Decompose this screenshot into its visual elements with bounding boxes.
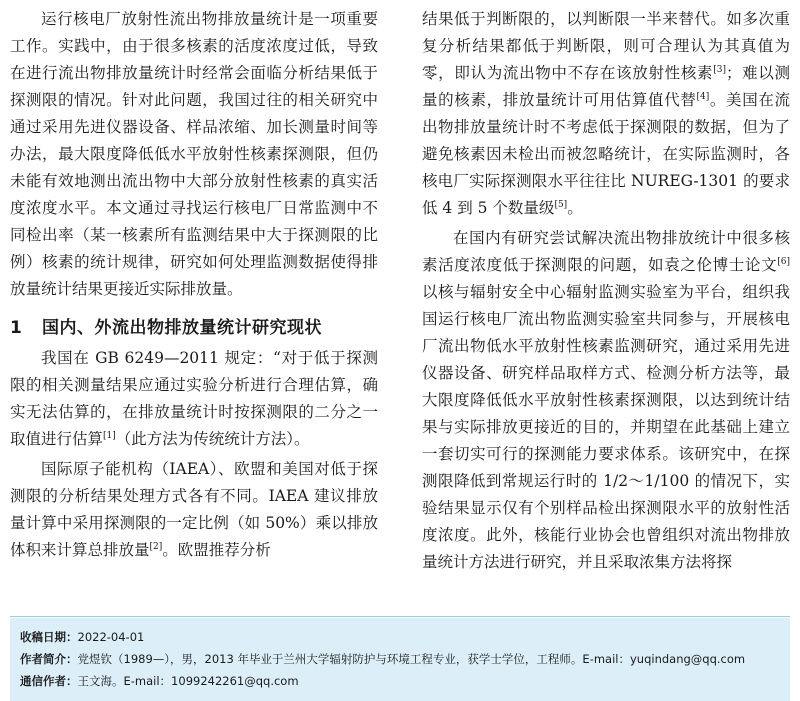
gb-text: 我国在 GB 6249—2011 规定：“对于低于探测限的相关测量结果应通过实验分析进行合理估算，确实无法估算的，在排放量统计时按探测限的二分之一取值进行估算 [10,349,378,448]
received-date-row [20,626,780,648]
corresponding-label: 通信作者： [20,674,78,688]
intro-paragraph [10,6,378,303]
eu-text: 结果低于判断限的，以判断限一半来替代。如多次重复分析结果都低于判断限，则可合理认为其真值为零，即认为流出物中不存在该放射性核素 [422,10,790,82]
author-label: 作者简介： [20,652,78,666]
citation: [1] [103,430,116,441]
intro-text: 运行核电厂放射性流出物排放量统计是一项重要工作。实践中，由于很多核素的活度浓度过低，导致在进行流出物排放量统计时经常会面临分析结果低于探测限的情况。针对此问题，我国过往的相关研究中通过采用先进仪器设备、样品浓缩、加长测量时间等办法，最大限度降低低水平放射性核素探测限，但仍未能有效地测出流出物中大部分放射性核素的真实活度浓度水平。本文通过寻找运行核电厂日常监测中不同检出率（某一核素所有监测结果中大于探测限的比例）核素的统计规律，研究如何处理监测数据使得排放量统计结果更接近实际排放量。 [10,10,378,298]
received-label: 收稿日期： [20,630,78,644]
us-text: 。美国在流出物排放量统计时不考虑低于探测限的数据，但为了避免核素因未检出而被忽略统计，在实际监测时，各核电厂实际探测限水平往往比 NUREG-1301 的要求低 4 到 5 个数量级 [422,91,790,217]
citation: [5] [554,199,568,210]
eu-text-2: ；难以测量的核素，排放量统计可用估算值代替 [422,64,790,109]
right-column [422,6,790,576]
footer-divider [10,616,790,617]
author-value: 党煜钦（1989—），男，2013 年毕业于兰州大学辐射防护与环境工程专业，获学士学位，工程师。E-mail：yuqindang@qq.com [77,652,746,666]
domestic-text-2: 以核与辐射安全中心辐射监测实验室为平台，组织我国运行核电厂流出物监测实验室共同参与，开展核电厂流出物低水平放射性核素监测研究，通过采用先进仪器设备、研究样品取样方式、检测分析方法等，最大限度降低低水平放射性核素探测限，以达到统计结果与实际排放更接近的目的，并期望在此基础上建立一套切实可行的探测能力要求体系。该研究中，在探测限降低到常规运行时的 1/2～1/100 的情况下，实验结果显示仅有个别样品检出探测限水平的放射性活度浓度。此外，核能行业协会也曾组织对流出物排放量统计方法进行研究，并且采取浓集方法将探 [422,283,790,571]
us-text-end: 。 [567,199,583,217]
section-number: 1 [10,318,23,338]
corresponding-row [20,670,780,692]
corresponding-value: 王文海。E-mail：1099242261@qq.com [77,674,299,688]
footnote-box [10,618,790,701]
citation: [2] [149,541,163,552]
citation: [3] [713,64,726,75]
gb-paragraph [10,345,378,453]
section-title: 国内、外流出物排放量统计研究现状 [42,318,322,338]
iaea-text: 国际原子能机构（IAEA）、欧盟和美国对低于探测限的分析结果处理方式各有不同。IAEA 建议排放量计算中采用探测限的一定比例（如 50%）乘以排放体积来计算总排放量 [10,460,378,559]
citation: [6] [777,256,790,267]
iaea-text-end: 。欧盟推荐分析 [162,541,271,559]
section-heading [10,315,378,342]
iaea-paragraph [10,456,378,564]
author-row [20,648,780,670]
left-column [10,6,378,564]
eu-us-paragraph [422,6,790,222]
domestic-paragraph [422,225,790,576]
citation: [4] [696,91,710,102]
domestic-text: 在国内有研究尝试解决流出物排放统计中很多核素活度浓度低于探测限的问题，如袁之伦博士论文 [422,229,790,274]
received-value: 2022-04-01 [77,630,145,644]
gb-text-end: （此方法为传统统计方法）。 [115,430,310,448]
